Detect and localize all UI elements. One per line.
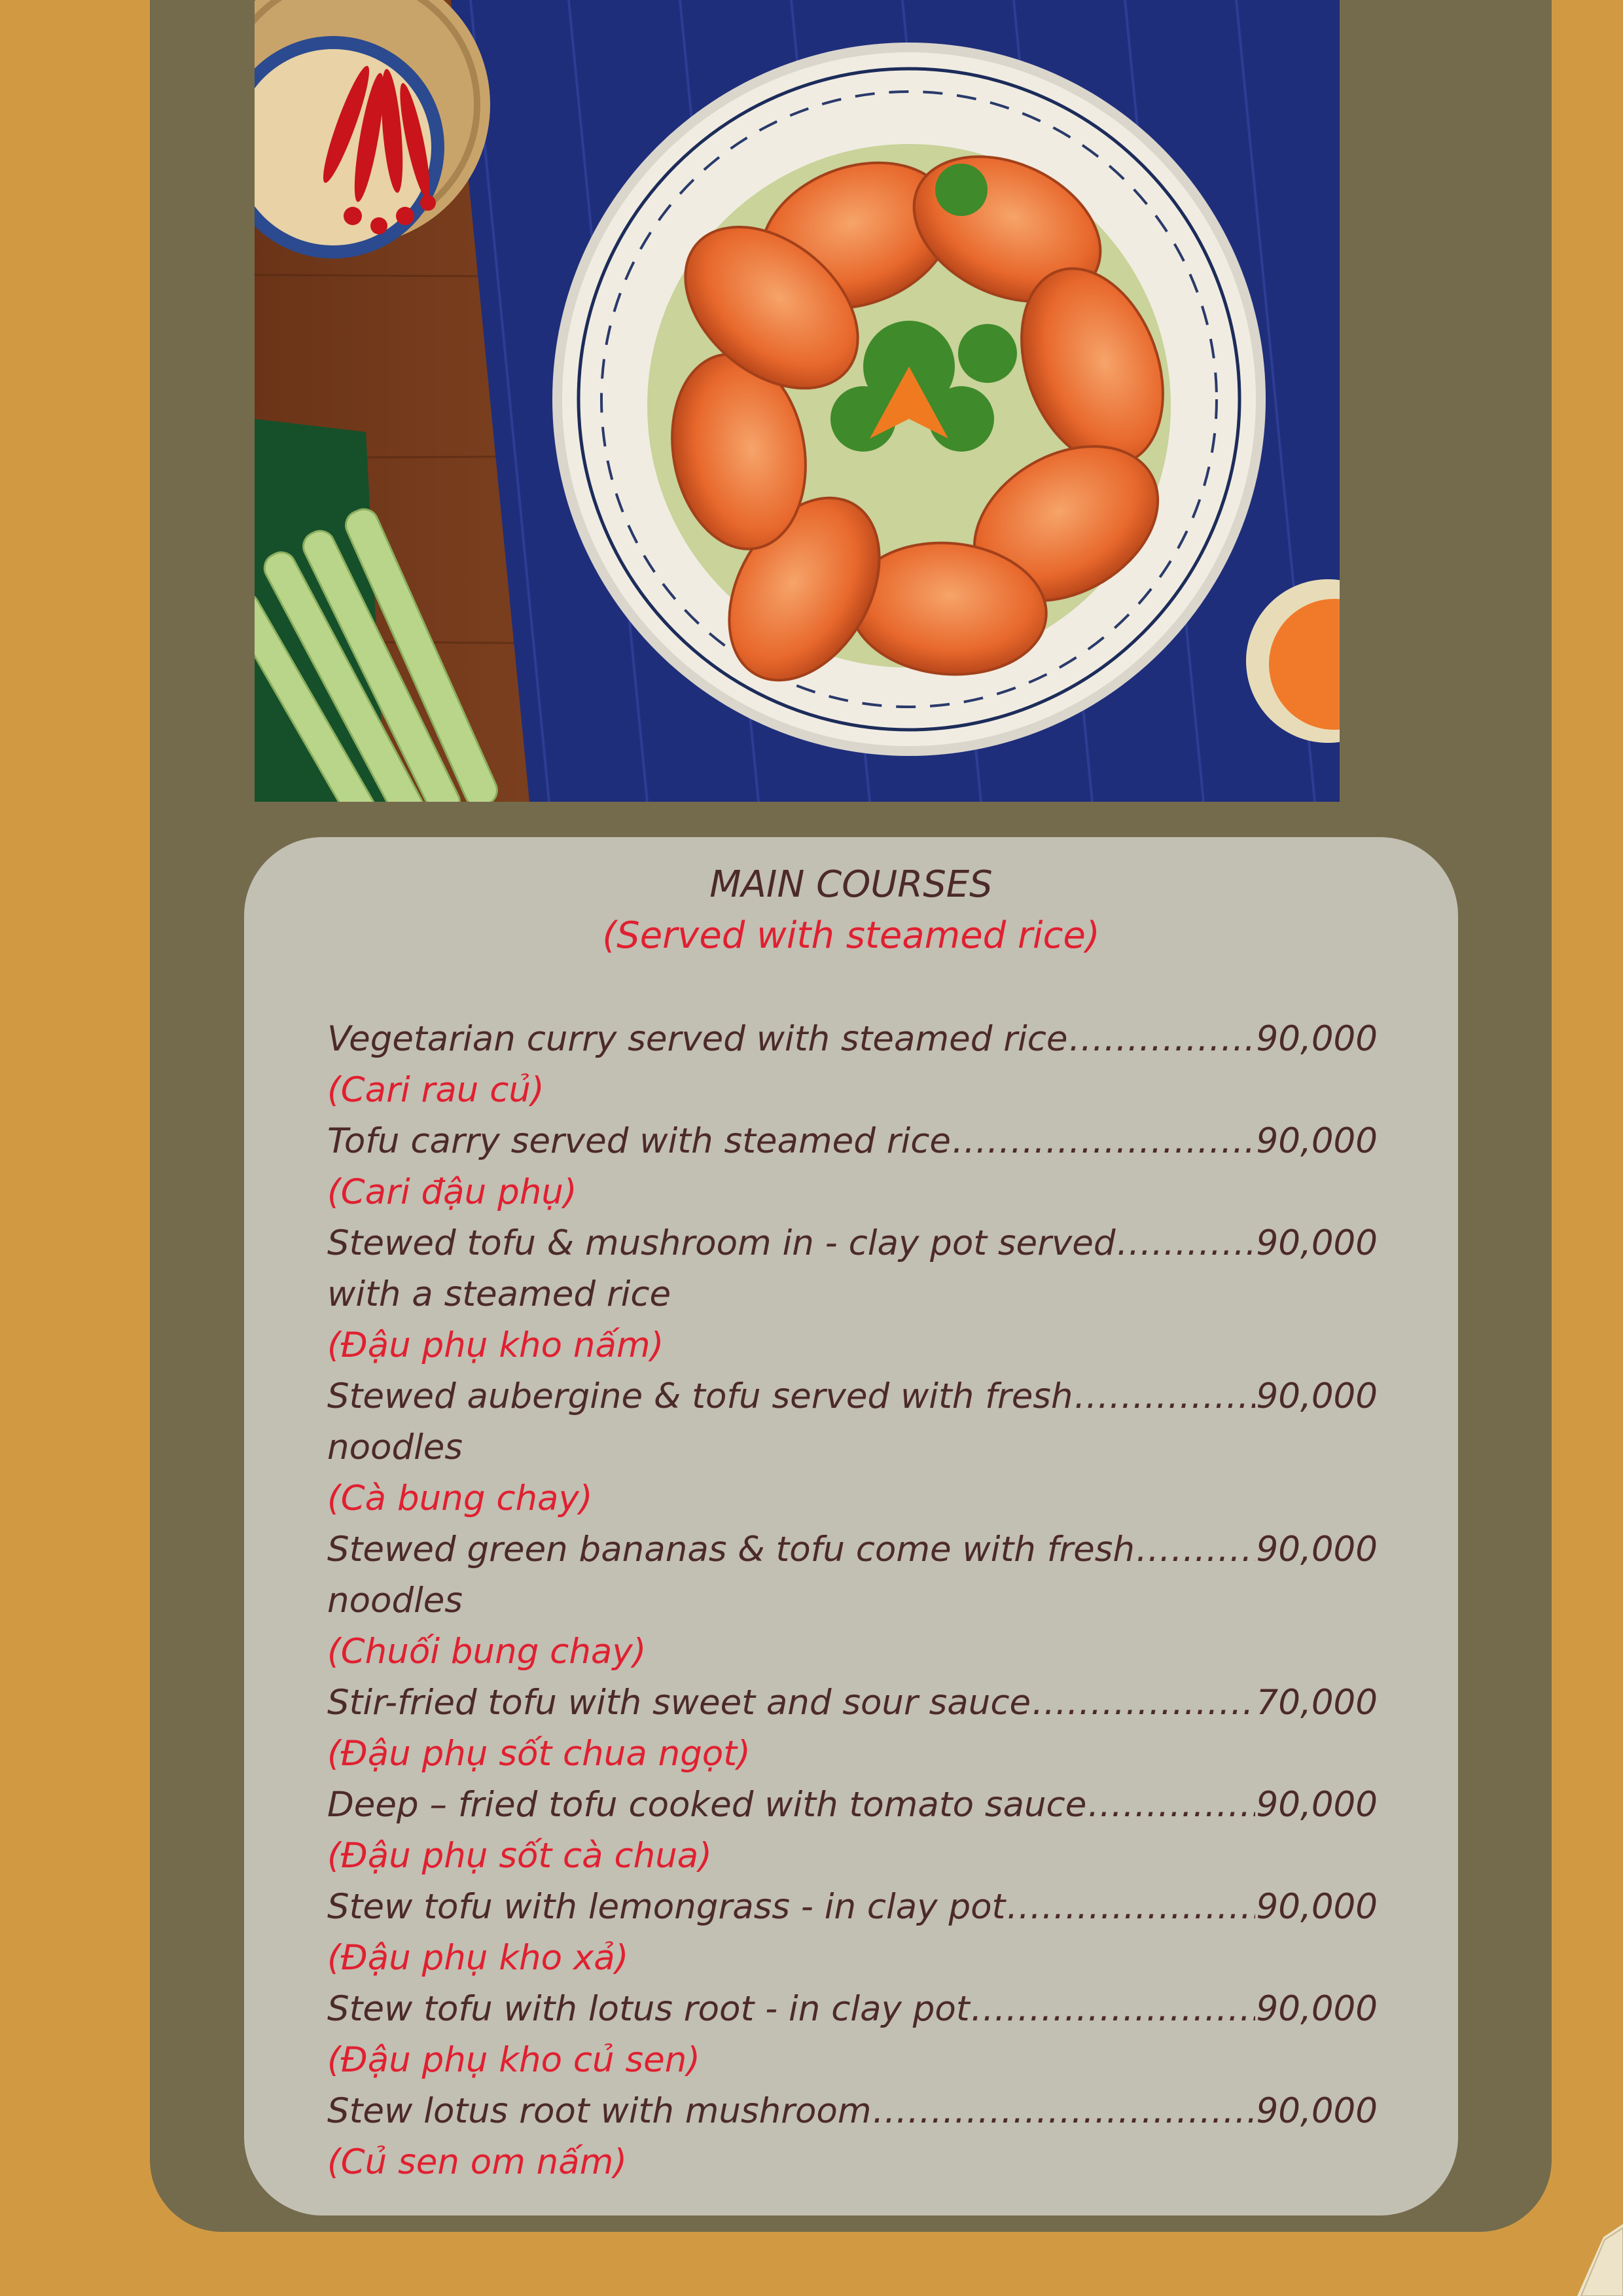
menu-item-line <box>327 1014 1378 1065</box>
menu-item-name-continued: noodles <box>327 1581 463 1621</box>
menu-item-vietnamese-name: (Đậu phụ sốt cà chua) <box>327 1836 712 1876</box>
menu-item-price: 90,000 <box>1256 1530 1378 1570</box>
menu-item-name: Vegetarian curry served with steamed rice <box>327 1019 1068 1059</box>
menu-item-name: Tofu carry served with steamed rice <box>327 1121 951 1161</box>
dot-leader <box>952 1116 1255 1167</box>
menu-item-line <box>327 1116 1378 1167</box>
menu-item-price: 90,000 <box>1256 1121 1378 1161</box>
menu-subtitle: (Served with steamed rice) <box>602 914 1100 957</box>
menu-item-name: Stewed aubergine & tofu served with fresh <box>327 1376 1073 1416</box>
menu-item-name: Stewed tofu & mushroom in - clay pot served <box>327 1223 1116 1263</box>
menu-item-price: 90,000 <box>1256 1019 1378 1059</box>
dot-leader <box>1088 1780 1255 1831</box>
menu-item-price: 90,000 <box>1256 1989 1378 2029</box>
dot-leader <box>1069 1014 1255 1065</box>
menu-item-price: 90,000 <box>1256 2091 1378 2131</box>
menu-item-list <box>327 1014 1378 2188</box>
menu-item-name: Stewed green bananas & tofu come with fresh <box>327 1530 1135 1570</box>
menu-item-vietnamese-name: (Đậu phụ kho xả) <box>327 1938 629 1978</box>
menu-item-line <box>327 1524 1378 1575</box>
menu-item-line <box>327 1984 1378 2035</box>
menu-item-name-continued: with a steamed rice <box>327 1274 671 1314</box>
menu-item-line <box>327 1882 1378 1933</box>
menu-item-name: Stew lotus root with mushroom <box>327 2091 872 2131</box>
menu-item-vietnamese-name: (Cà bung chay) <box>327 1479 593 1518</box>
menu-item-name: Stir-fried tofu with sweet and sour sauce <box>327 1683 1031 1723</box>
menu-item-vietnamese-name: (Cari rau củ) <box>327 1070 544 1110</box>
dot-leader <box>971 1984 1255 2035</box>
menu-item-price: 70,000 <box>1256 1683 1378 1723</box>
dot-leader <box>1032 1677 1255 1729</box>
menu-item-price: 90,000 <box>1256 1223 1378 1263</box>
menu-title: MAIN COURSES <box>709 863 993 906</box>
menu-item-name: Deep – fried tofu cooked with tomato sauce <box>327 1785 1087 1825</box>
menu-item-name-continued: noodles <box>327 1427 463 1467</box>
menu-item-line <box>327 1218 1378 1269</box>
menu-item-vietnamese-name: (Chuối bung chay) <box>327 1632 647 1672</box>
food-photo <box>255 0 1340 802</box>
dot-leader <box>1075 1371 1255 1422</box>
menu-item-vietnamese-name: (Củ sen om nấm) <box>327 2142 628 2182</box>
menu-item-vietnamese-name: (Đậu phụ kho củ sen) <box>327 2040 700 2080</box>
menu-item-line <box>327 1677 1378 1729</box>
dot-leader <box>872 2086 1255 2137</box>
menu-item-vietnamese-name: (Cari đậu phụ) <box>327 1172 577 1212</box>
menu-item-line <box>327 1780 1378 1831</box>
menu-item-price: 90,000 <box>1256 1887 1378 1927</box>
menu-item-line <box>327 1371 1378 1422</box>
menu-item-price: 90,000 <box>1256 1376 1378 1416</box>
menu-card <box>244 837 1458 2215</box>
menu-item-line <box>327 2086 1378 2137</box>
corner-decoration <box>1577 2224 1623 2296</box>
dot-leader <box>1007 1882 1255 1933</box>
menu-item-price: 90,000 <box>1256 1785 1378 1825</box>
dot-leader <box>1117 1218 1255 1269</box>
menu-item-name: Stew tofu with lemongrass - in clay pot <box>327 1887 1006 1927</box>
dot-leader <box>1136 1524 1255 1575</box>
menu-item-vietnamese-name: (Đậu phụ sốt chua ngọt) <box>327 1734 751 1774</box>
menu-item-vietnamese-name: (Đậu phụ kho nấm) <box>327 1325 664 1365</box>
menu-item-name: Stew tofu with lotus root - in clay pot <box>327 1989 970 2029</box>
